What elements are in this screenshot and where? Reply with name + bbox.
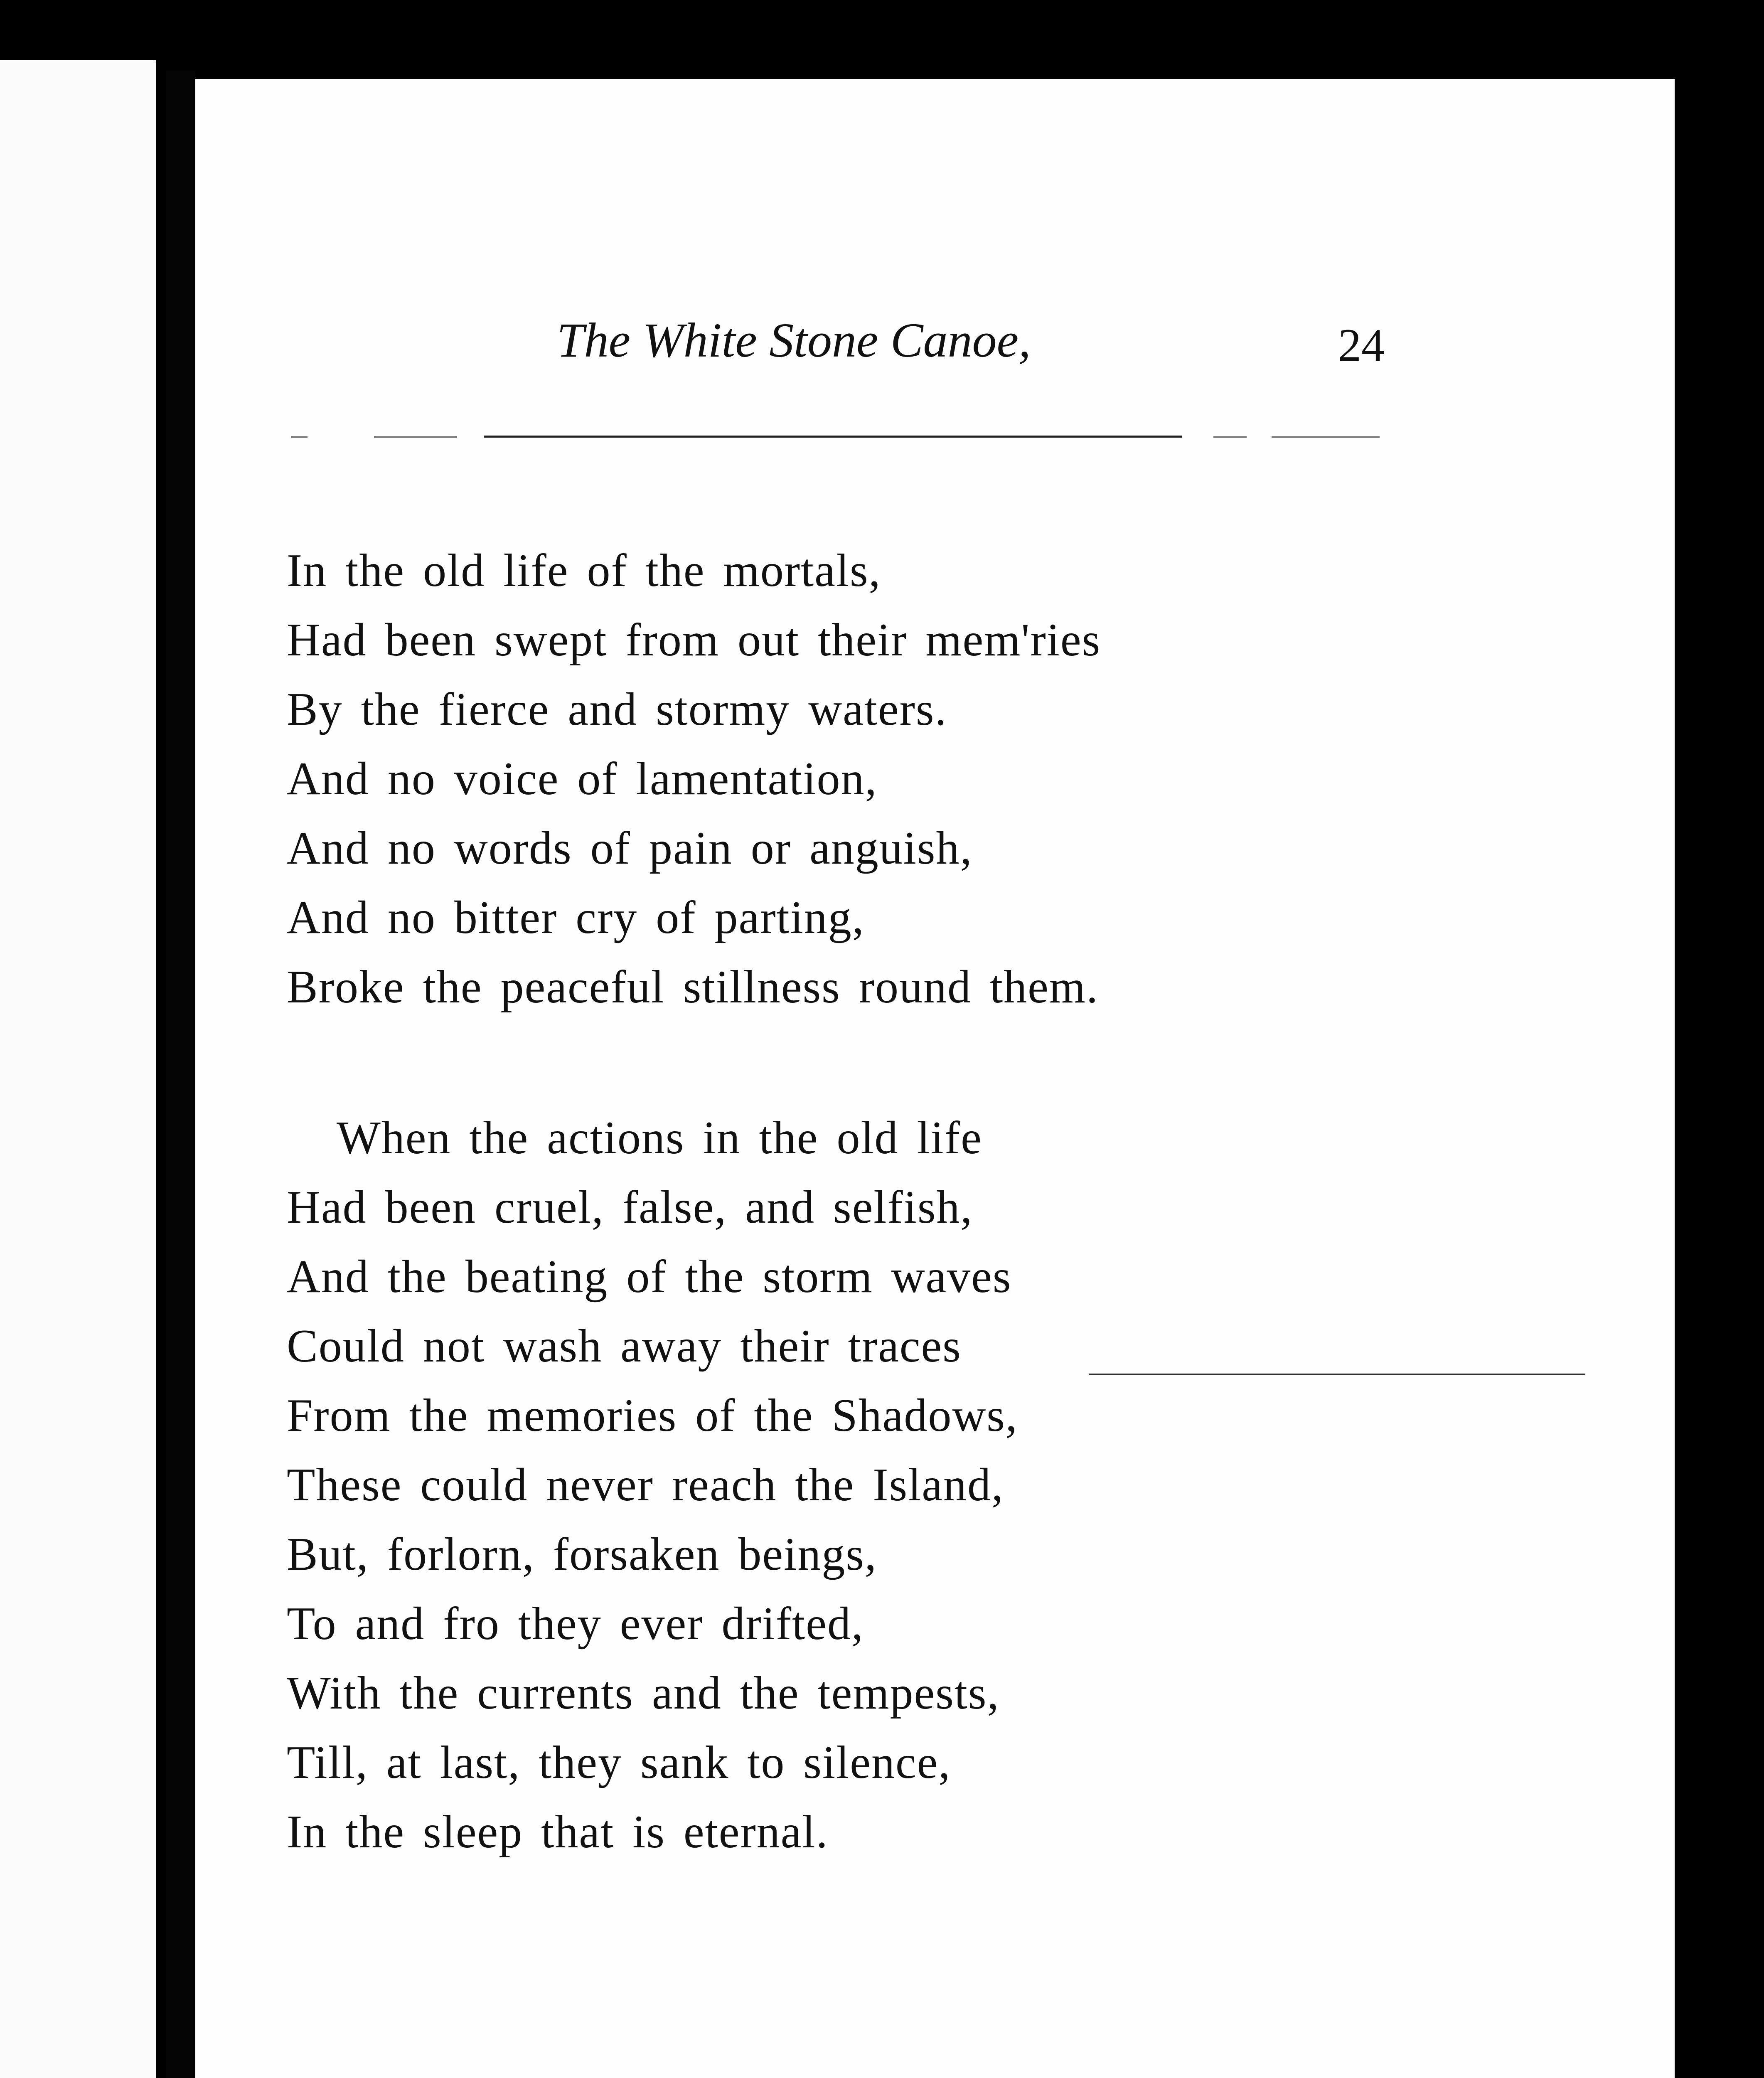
verse-line: When the actions in the old life — [337, 1112, 982, 1164]
running-header-title: The White Stone Canoe, — [557, 313, 1031, 367]
verse-line: These could never reach the Island, — [287, 1459, 1004, 1511]
verse-line: By the fierce and stormy waters. — [287, 684, 947, 735]
facing-page-edge — [0, 60, 156, 2078]
verse-line: But, forlorn, forsaken beings, — [287, 1529, 877, 1580]
verse-line: Had been cruel, false, and selfish, — [287, 1182, 973, 1233]
verse-line: Broke the peaceful stillness round them. — [287, 961, 1099, 1013]
header-rule-fragment — [1272, 436, 1380, 438]
header-rule-fragment — [1213, 436, 1247, 438]
verse-line: In the old life of the mortals, — [287, 545, 881, 596]
verse-line: Till, at last, they sank to silence, — [287, 1737, 951, 1788]
page-number: 24 — [1338, 320, 1385, 371]
stanza-2 — [287, 1103, 1018, 1867]
verse-line: To and fro they ever drifted, — [287, 1598, 864, 1650]
verse-line: And no voice of lamentation, — [287, 753, 878, 805]
header-rule-fragment — [374, 436, 457, 438]
book-gutter — [166, 71, 195, 2078]
verse-line: In the sleep that is eternal. — [287, 1806, 829, 1858]
header-rule — [484, 436, 1182, 438]
verse-line: And no bitter cry of parting, — [287, 892, 865, 943]
verse-line: From the memories of the Shadows, — [287, 1390, 1018, 1441]
verse-line: Could not wash away their traces — [287, 1320, 962, 1372]
verse-line: With the currents and the tempests, — [287, 1667, 1000, 1719]
header-rule-fragment — [291, 436, 308, 438]
stanza-1 — [287, 536, 1101, 1022]
verse-line: And the beating of the storm waves — [287, 1251, 1012, 1302]
verse-line: And no words of pain or anguish, — [287, 822, 973, 874]
marginal-rule — [1089, 1374, 1585, 1375]
verse-line: Had been swept from out their mem'ries — [287, 614, 1101, 666]
